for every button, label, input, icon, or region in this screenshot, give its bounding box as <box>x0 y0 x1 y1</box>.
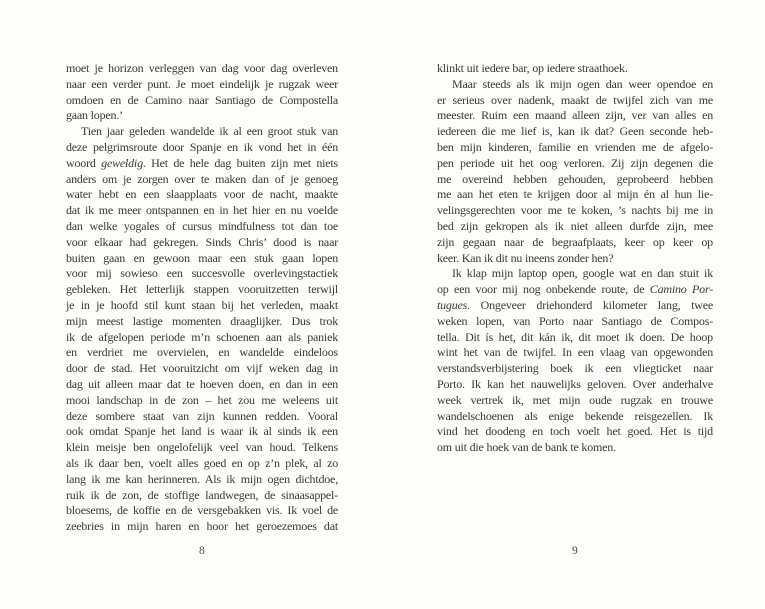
text-line: gebleken. Het letterlijk stappen vooruitzetten terwijl <box>66 282 338 297</box>
text-line: Maar steeds als ik mijn ogen dan weer opendoe en <box>452 76 713 91</box>
text-line: ook omdat Spanje het land is waar ik al sinds ik een <box>66 424 338 439</box>
text-line: deze pelgrimsroute door Spanje en ik vond het in één <box>66 139 338 154</box>
page-right-text <box>437 61 713 456</box>
text-line: vind het doodeng en toch voelt het goed. Het is tijd <box>437 424 713 439</box>
text-line: meester. Ruim een maand alleen zijn, ver van alles en <box>437 108 713 123</box>
text-line: klein meisje ben ongelofelijk veel van houd. Telkens <box>66 440 338 455</box>
page-left-text <box>66 61 338 535</box>
text-line: week vertrek ik, met mijn oude rugzak en trouwe <box>437 392 713 407</box>
text-line: lang ik me kan herinneren. Als ik mijn ogen dichtdoe, <box>66 471 338 486</box>
text-line: omdoen en de Camino naar Santiago de Compostella <box>66 92 338 107</box>
text-line: keer. Kan ik dit nu ineens zonder hen? <box>437 250 614 265</box>
text-line: me overeind hebben gehouden, geprobeerd hebben <box>437 171 713 186</box>
text-line: voor elkaar had gekregen. Sinds Chris’ dood is naar <box>66 234 338 249</box>
text-line: dag uit alleen maar dat te hoeven doen, en dan in een <box>66 376 338 391</box>
text-line: tugues. Ongeveer driehonderd kilometer lang, twee <box>437 297 713 312</box>
text-line: tella. Dit ís het, dit kán ik, dit moet ik doen. De hoop <box>437 329 713 344</box>
text-line: zijn gegaan naar de begraafplaats, keer op keer op <box>437 234 713 249</box>
text-line: water hebt en een slaapplaats voor de nacht, maakte <box>66 187 338 202</box>
text-line: voor mij sowieso een succesvolle overlevingstactiek <box>66 266 338 281</box>
text-line: gaan lopen.’ <box>66 108 123 123</box>
text-line: anders om je zorgen over te maken dan of je genoeg <box>66 171 338 186</box>
text-line: wint het van de twijfel. In een vlaag van opgewonden <box>437 345 713 360</box>
text-line: wandelschoenen als enige bekende reisgezellen. Ik <box>437 408 713 423</box>
text-line: iedereen die me lief is, kan ik dat? Geen seconde heb- <box>437 124 713 139</box>
text-line: naar een verder punt. Je moet eindelijk je rugzak weer <box>66 76 338 91</box>
text-line: weken lopen, van Porto naar Santiago de Compos- <box>437 313 713 328</box>
text-line: pen periode uit het oog verloren. Zij zijn degenen die <box>437 155 713 170</box>
text-line: ruik ik de zon, de stoffige landwegen, de sinaasappel- <box>66 487 338 502</box>
text-line: Porto. Ik kan het nauwelijks geloven. Over anderhalve <box>437 376 713 391</box>
text-line: klinkt uit iedere bar, op iedere straathoek. <box>437 61 628 75</box>
text-line: woord geweldig. Het de hele dag buiten zijn met niets <box>66 155 339 170</box>
text-line: en verdriet me overvielen, en wandelde eindeloos <box>66 345 338 360</box>
text-line: Tien jaar geleden wandelde ik al een groot stuk van <box>81 124 338 139</box>
text-line: om uit die hoek van de bank te komen. <box>437 440 616 455</box>
text-line: verstandsverbijstering boek ik een vliegticket naar <box>437 361 713 376</box>
text-line: door de stad. Het vooruitzicht om vijf weken dag in <box>66 361 338 376</box>
text-line: op een voor mij nog onbekende route, de Camino Por- <box>437 282 713 297</box>
text-line: ik de afgelopen periode m’n schoenen aan als paniek <box>66 329 338 344</box>
page-right <box>437 61 713 557</box>
page-left <box>66 61 339 557</box>
page-left-number: 8 <box>198 545 206 557</box>
text-line: mooi landschap in de zon – het zou me weleens uit <box>66 392 338 407</box>
text-line: buiten gaan en gewoon maar een stuk gaan lopen <box>66 250 338 265</box>
text-line: dat ik me meer ontspannen en in het hier en nu voelde <box>66 203 338 218</box>
text-line: bed zijn gekropen als ik niet alleen durfde zijn, mee <box>437 218 713 233</box>
text-line: je in je hoofd stil kunt staan bij het verleden, maakt <box>66 297 338 312</box>
text-line: velingsgerechten voor me te koken, ’s nachts bij me in <box>437 203 713 218</box>
text-line: mijn meest lastige momenten draaglijker. Dus trok <box>66 313 338 328</box>
text-line: Ik klap mijn laptop open, google wat en dan stuit ik <box>452 266 713 281</box>
page-right-number: 9 <box>571 545 579 557</box>
text-line: dan welke yogales of cursus mindfulness tot dan toe <box>66 218 338 233</box>
text-line: moet je horizon verleggen van dag voor dag overleven <box>66 61 338 75</box>
text-line: als ik daar ben, voelt alles goed en op z’n plek, al zo <box>66 455 338 470</box>
text-line: deze sombere staat van zijn kunnen redden. Vooral <box>66 408 338 423</box>
text-line: er serieus over nadenk, maakt de twijfel zich van me <box>437 92 713 107</box>
text-line: ben mijn kinderen, familie en vrienden me de afgelo- <box>437 139 713 154</box>
text-line: zeebries in mijn haren en hoor het geroezemoes dat <box>66 519 338 534</box>
text-line: me aan het eten te krijgen door al mijn én al hun lie- <box>437 187 713 202</box>
text-line: bloesems, de koffie en de versgebakken vis. Ik voel de <box>66 503 338 518</box>
